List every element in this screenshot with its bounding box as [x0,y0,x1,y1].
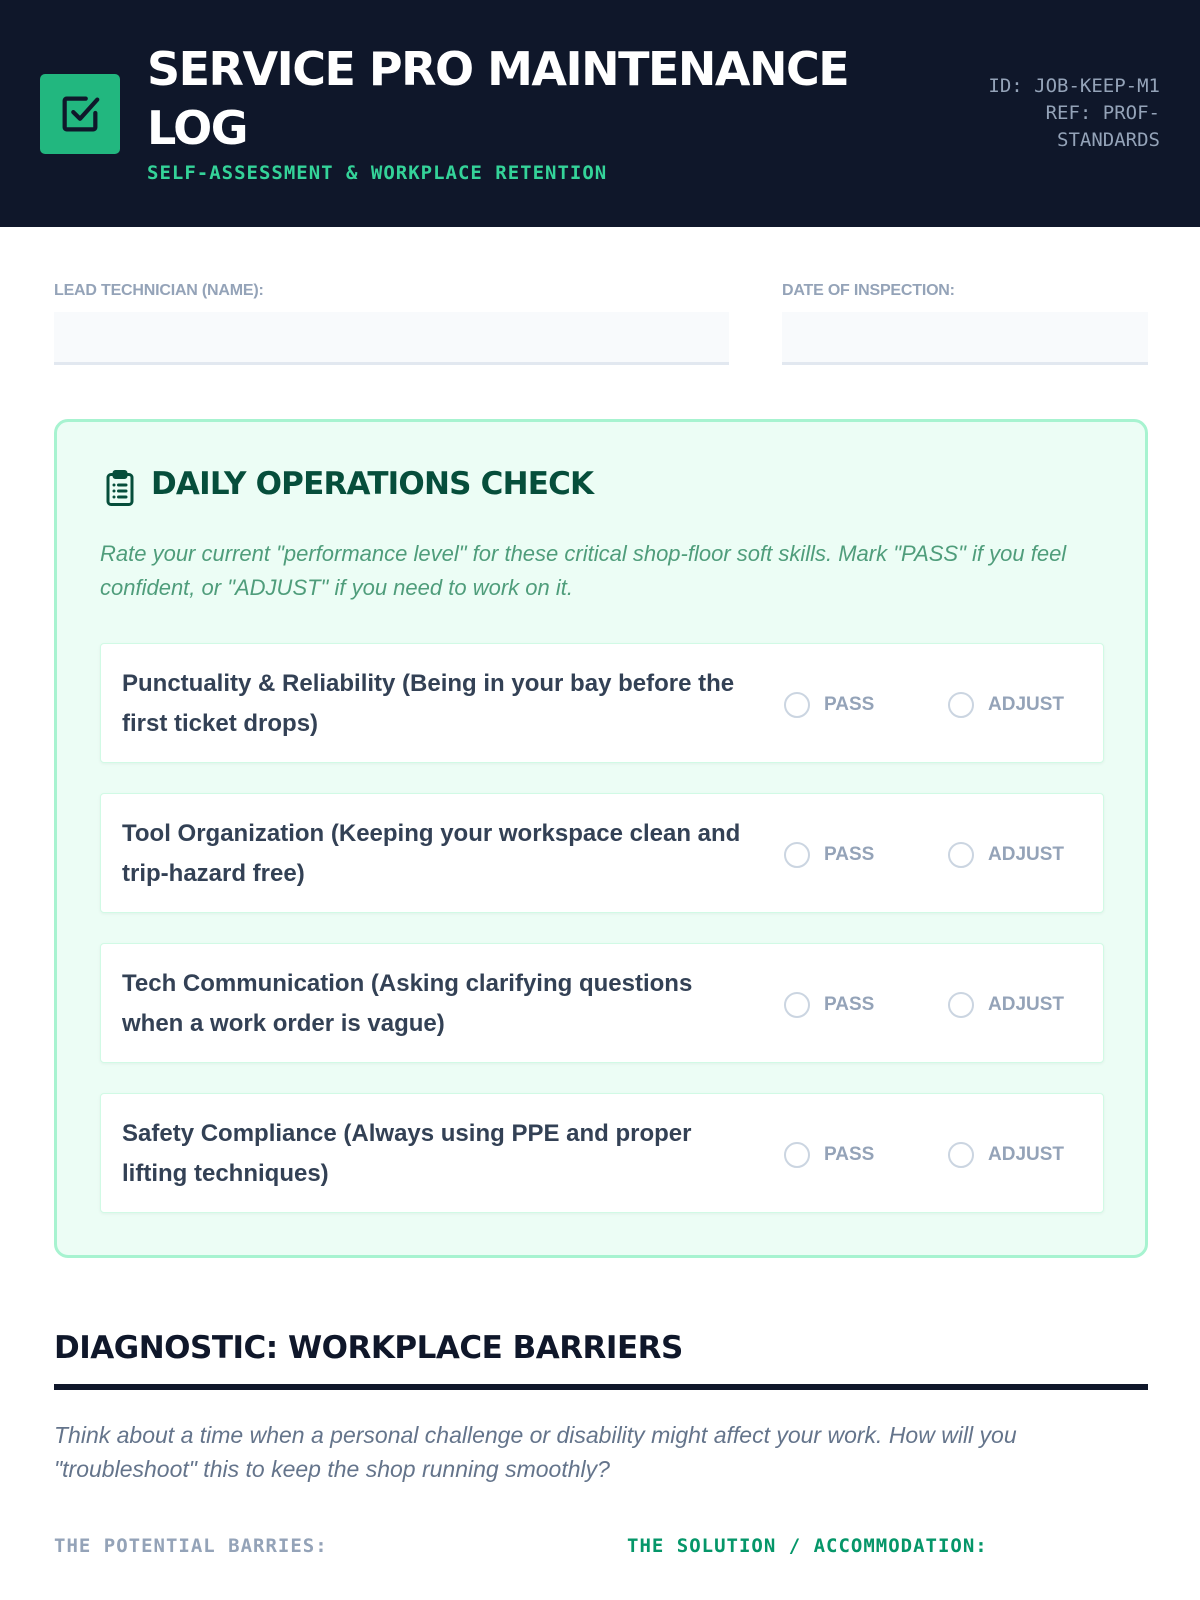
adjust-option[interactable] [948,1142,1064,1168]
adjust-label: ADJUST [988,694,1065,715]
adjust-radio[interactable] [948,692,974,718]
adjust-radio[interactable] [948,1142,974,1168]
adjust-option[interactable] [948,992,1064,1018]
checklist-item-label: Safety Compliance (Always using PPE and proper lifting techniques) [122,1120,692,1187]
adjust-radio[interactable] [948,842,974,868]
diagnostic-title: DIAGNOSTIC: WORKPLACE BARRIERS [54,1330,683,1366]
pass-option[interactable] [784,992,874,1018]
potential-barriers-heading: THE POTENTIAL BARRIES: [54,1535,328,1557]
section-divider [54,1384,1148,1390]
clipboard-list-icon [102,468,138,508]
checklist-row [100,643,1104,763]
adjust-option[interactable] [948,692,1064,718]
document-id: ID: JOB-KEEP-M1 REF: PROF-STANDARDS [988,75,1160,151]
checklist-item-label: Tech Communication (Asking clarifying questions when a work order is vague) [122,970,693,1037]
checklist-row [100,793,1104,913]
checklist-row [100,1093,1104,1213]
adjust-label: ADJUST [988,994,1065,1015]
adjust-label: ADJUST [988,844,1065,865]
page-title: SERVICE PRO MAINTENANCE LOG [147,42,849,155]
daily-operations-title: DAILY OPERATIONS CHECK [151,466,594,502]
pass-radio[interactable] [784,842,810,868]
pass-label: PASS [824,844,875,865]
inspection-date-input[interactable] [782,312,1148,365]
logo [40,74,120,154]
diagnostic-instructions: Think about a time when a personal challenge or disability might affect your work. How will you "troubleshoot" this to keep the shop running smoothly? [54,1422,1017,1482]
checklist-item-label: Punctuality & Reliability (Being in your bay before the first ticket drops) [122,670,735,737]
pass-radio[interactable] [784,692,810,718]
checklist-item-label: Tool Organization (Keeping your workspace clean and trip-hazard free) [122,820,741,887]
technician-name-label: LEAD TECHNICIAN (NAME): [54,282,264,299]
pass-label: PASS [824,994,875,1015]
adjust-option[interactable] [948,842,1064,868]
pass-label: PASS [824,1144,875,1165]
checklist-row [100,943,1104,1063]
pass-option[interactable] [784,842,874,868]
checkbox-check-icon [57,91,103,137]
technician-name-input[interactable] [54,312,729,365]
page-subtitle: SELF-ASSESSMENT & WORKPLACE RETENTION [147,162,608,184]
inspection-date-label: DATE OF INSPECTION: [782,282,955,299]
adjust-label: ADJUST [988,1144,1065,1165]
adjust-radio[interactable] [948,992,974,1018]
page-header [0,0,1200,227]
solution-accommodation-heading: THE SOLUTION / ACCOMMODATION: [627,1535,988,1557]
daily-operations-section [54,419,1148,1258]
pass-option[interactable] [784,1142,874,1168]
pass-radio[interactable] [784,1142,810,1168]
daily-operations-instructions: Rate your current "performance level" for these critical shop-floor soft skills. Mark "PASS" if you feel confident, or "ADJUST" if you need to work on it. [100,541,1067,600]
pass-label: PASS [824,694,875,715]
pass-option[interactable] [784,692,874,718]
pass-radio[interactable] [784,992,810,1018]
skills-checklist [100,643,1104,1243]
